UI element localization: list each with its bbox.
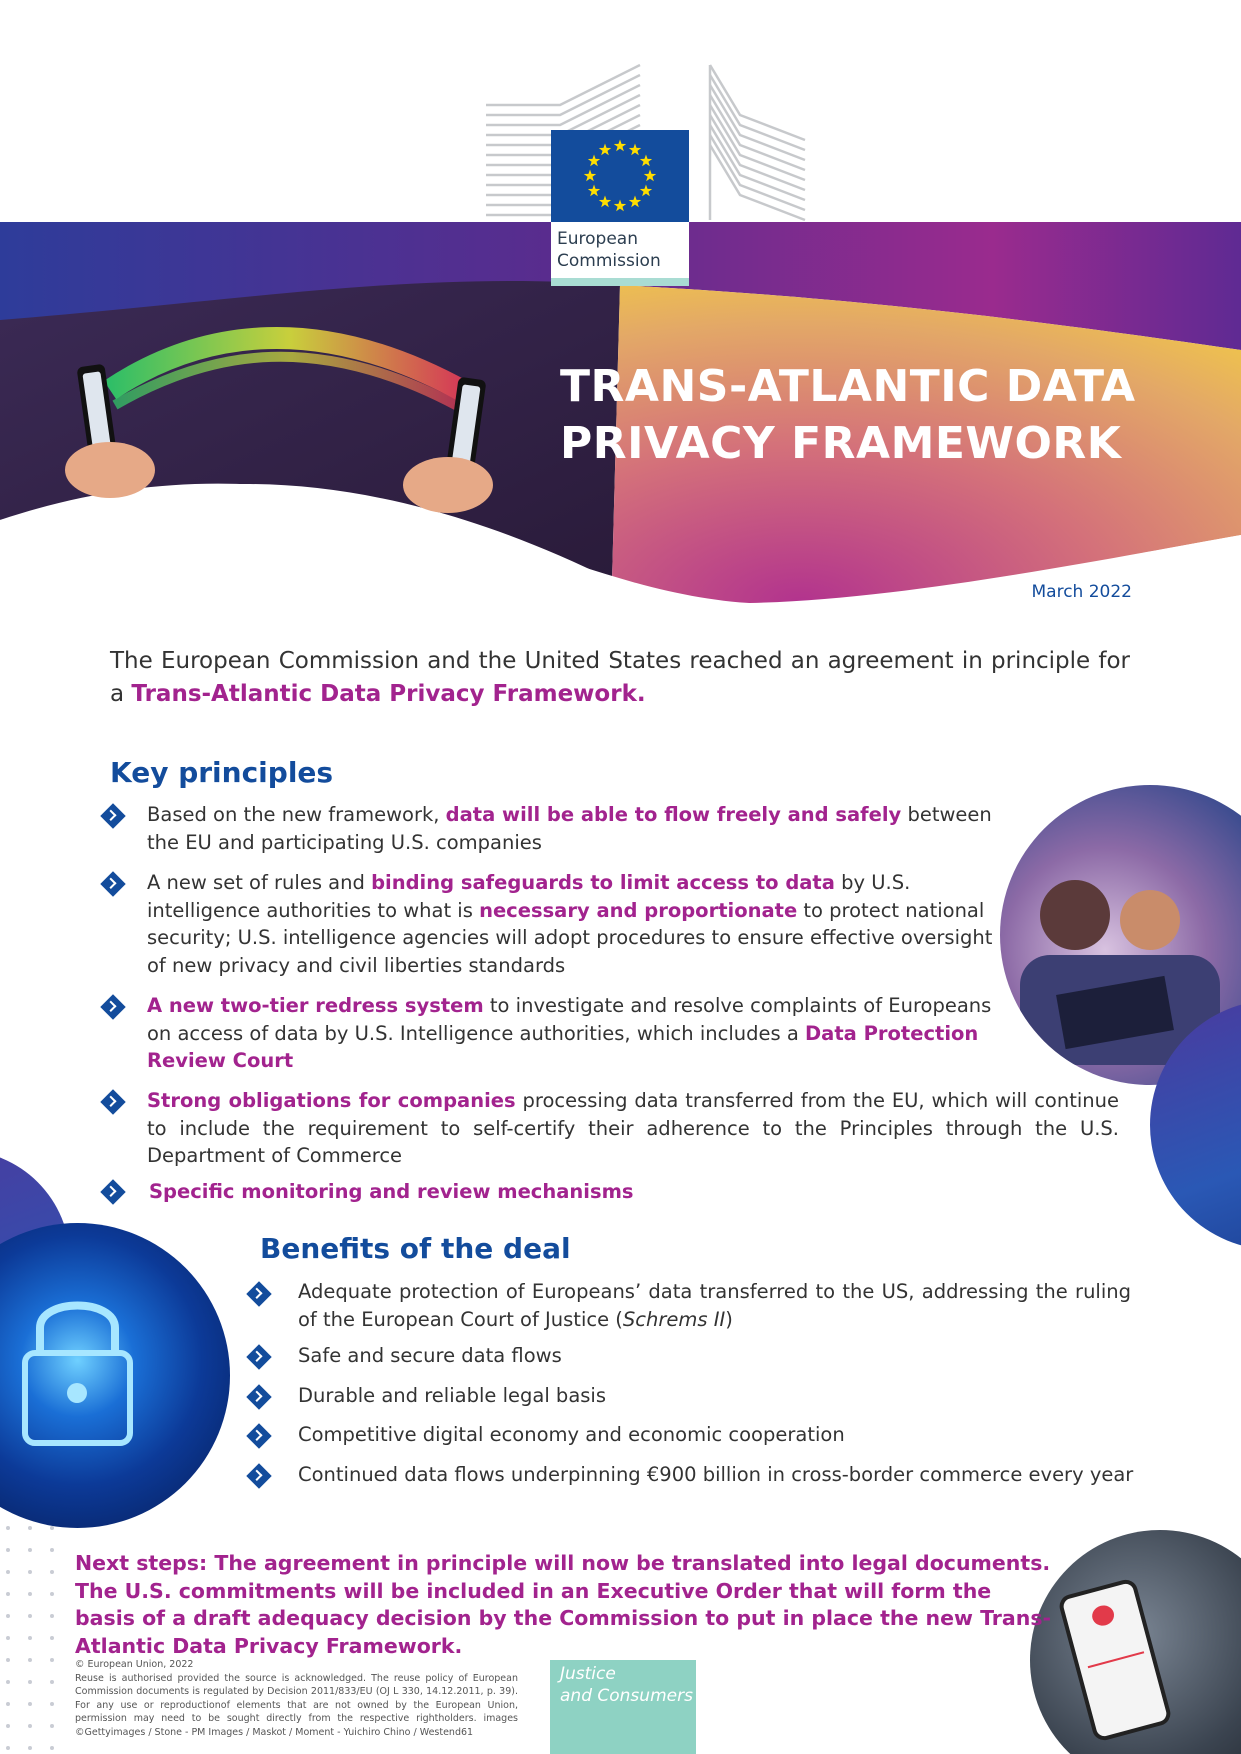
eu-flag-icon (551, 130, 689, 222)
hero-banner (0, 0, 1241, 620)
principle-item: Based on the new framework, data will be able to flow freely and safely between the EU and participating U.S. companies (147, 803, 992, 854)
pattern-dot (28, 1746, 32, 1750)
pattern-dot (6, 1614, 10, 1618)
logo-text-line2: Commission (557, 251, 661, 271)
pattern-dot (28, 1570, 32, 1574)
pattern-dot (6, 1680, 10, 1684)
principle-item: Strong obligations for companies processing data transferred from the EU, which will continue to include the requirement to self-certify their adherence to the Principles through the U.S. Department of Commerce (147, 1089, 1119, 1167)
pattern-dot (50, 1636, 54, 1640)
key-principles-heading: Key principles (110, 756, 334, 789)
pattern-dot (28, 1724, 32, 1728)
title-line-2: PRIVACY FRAMEWORK (560, 418, 1122, 469)
dg-justice-consumers-label: Justice and Consumers (550, 1660, 696, 1754)
pattern-dot (50, 1658, 54, 1662)
pattern-dot (50, 1526, 54, 1530)
eu-star-icon (629, 195, 641, 207)
reuse-policy: Reuse is authorised provided the source is acknowledged. The reuse policy of European Commission documents is regulated by Decision 2011/833/EU (OJ L 330, 14.12.2011, p. 39). For any use or reproductionof elements that are not owned by the European Union, permission may need to be sought directly from the respective rightholders. images ©Gettyimages / Stone - PM Images / Maskot / Moment - Yuichiro Chino / Westend61 (75, 1672, 518, 1738)
benefit-item: Safe and secure data flows (298, 1344, 562, 1367)
pattern-dot (28, 1680, 32, 1684)
publication-date: March 2022 (1031, 582, 1132, 602)
eu-star-icon (614, 140, 626, 152)
pattern-dot (6, 1526, 10, 1530)
eu-star-icon (629, 144, 641, 156)
principle-item: A new two-tier redress system to investigate and resolve complaints of Europeans on access of data by U.S. Intelligence authorities, which includes a Data Protection Review Court (147, 994, 992, 1072)
pattern-dot (28, 1658, 32, 1662)
pattern-dot (6, 1724, 10, 1728)
pattern-dot (28, 1702, 32, 1706)
eu-star-icon (644, 170, 656, 182)
bullet-diamond-icon (246, 1281, 271, 1306)
page-title (560, 358, 1200, 472)
bullet-diamond-icon (246, 1423, 271, 1448)
pattern-dot (50, 1592, 54, 1596)
bullet-diamond-icon (246, 1384, 271, 1409)
eu-star-icon (599, 144, 611, 156)
cyber-padlock-photo (0, 1223, 230, 1528)
pattern-dot (50, 1614, 54, 1618)
bullet-diamond-icon (100, 871, 125, 896)
benefit-item: Durable and reliable legal basis (298, 1384, 607, 1407)
benefit-item: Continued data flows underpinning €900 billion in cross-border commerce every year (298, 1463, 1134, 1486)
pattern-dot (6, 1702, 10, 1706)
pattern-dot (50, 1702, 54, 1706)
eu-star-icon (584, 170, 596, 182)
pattern-dot (50, 1746, 54, 1750)
pattern-dot (50, 1724, 54, 1728)
intro-highlight: Trans-Atlantic Data Privacy Framework. (131, 681, 646, 707)
title-line-1: TRANS-ATLANTIC DATA (560, 361, 1136, 412)
pattern-dot (6, 1592, 10, 1596)
pattern-dot (50, 1548, 54, 1552)
pattern-dot (28, 1526, 32, 1530)
principle-item: A new set of rules and binding safeguards to limit access to data by U.S. intelligence authorities to what is necessary and proportionate to protect national security; U.S. intelligence agencies will adopt procedures to ensure effective oversight of new privacy and civil liberties standards (147, 871, 993, 977)
bullet-diamond-icon (100, 994, 125, 1019)
next-steps-paragraph: Next steps: The agreement in principle will now be translated into legal documents. The U.S. commitments will be included in an Executive Order that will form the basis of a draft adequacy decision by the Commission to put in place the new Trans-Atlantic Data Privacy Framework. (75, 1551, 1052, 1658)
dot-pattern (0, 1520, 60, 1754)
eu-star-icon (599, 195, 611, 207)
eu-star-icon (588, 155, 600, 167)
intro-text: The European Commission and the United States reached an agreement in principle for a (110, 648, 1130, 707)
logo-text-line1: European (557, 229, 638, 249)
benefits-heading: Benefits of the deal (260, 1232, 571, 1265)
principle-item: Specific monitoring and review mechanisms (149, 1180, 634, 1203)
pattern-dot (50, 1570, 54, 1574)
legal-notice (75, 1658, 518, 1739)
bullet-diamond-icon (100, 803, 125, 828)
pattern-dot (28, 1592, 32, 1596)
eu-star-icon (614, 200, 626, 212)
european-commission-logo (551, 130, 689, 286)
bullet-diamond-icon (100, 1179, 125, 1204)
smartphone-health-app-photo (1030, 1530, 1241, 1754)
bullet-diamond-icon (246, 1344, 271, 1369)
benefit-item: Competitive digital economy and economic cooperation (298, 1423, 845, 1446)
intro-paragraph (110, 645, 1130, 711)
pattern-dot (28, 1636, 32, 1640)
pattern-dot (50, 1680, 54, 1684)
pattern-dot (28, 1548, 32, 1552)
pattern-dot (6, 1570, 10, 1574)
eu-star-icon (640, 185, 652, 197)
pattern-dot (28, 1614, 32, 1618)
bullet-diamond-icon (246, 1463, 271, 1488)
pattern-dot (6, 1636, 10, 1640)
eu-star-icon (640, 155, 652, 167)
eu-star-icon (588, 185, 600, 197)
pattern-dot (6, 1658, 10, 1662)
bullet-diamond-icon (100, 1089, 125, 1114)
pattern-dot (6, 1746, 10, 1750)
pattern-dot (6, 1548, 10, 1552)
benefit-item: Adequate protection of Europeans’ data transferred to the US, addressing the ruling of the European Court of Justice (Schrems II) (298, 1280, 1131, 1331)
copyright: © European Union, 2022 (75, 1659, 194, 1670)
